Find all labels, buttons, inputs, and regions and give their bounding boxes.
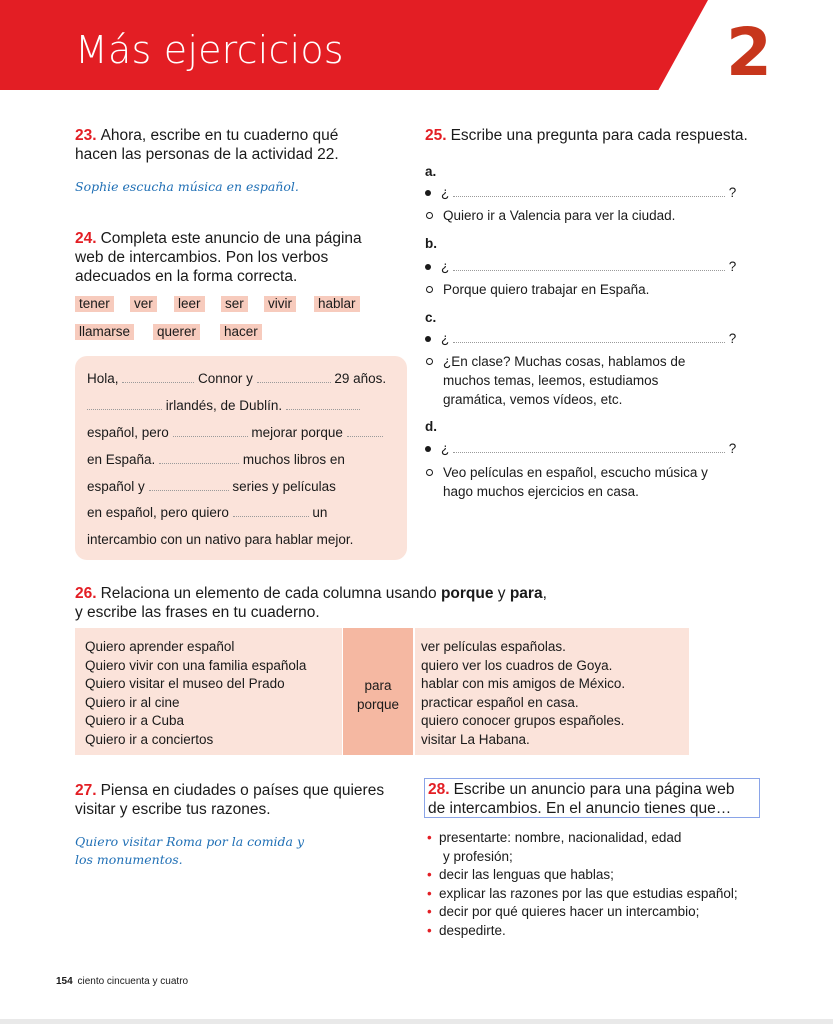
exercise-25-text: Escribe una pregunta para cada respuesta.	[450, 127, 748, 144]
ad-line-5	[87, 479, 336, 494]
verb-chip: llamarse	[75, 324, 134, 340]
connector-para: para	[364, 678, 392, 693]
exercise-26-text: Relaciona un elemento de cada columna usando	[100, 585, 441, 602]
fill-blank[interactable]	[347, 425, 383, 437]
answer-text: gramática, vemos vídeos, etc.	[443, 392, 623, 407]
list-item: • presentarte: nombre, nacionalidad, edad	[427, 829, 738, 848]
page-number: 154	[56, 976, 73, 987]
exercise-26-text: y	[493, 585, 510, 602]
question-line	[425, 259, 745, 274]
exercise-26-title	[75, 584, 695, 622]
list-item: • decir las lenguas que hablas;	[427, 866, 738, 885]
question-blank[interactable]	[453, 185, 725, 197]
exercise-24-line2: web de intercambios. Pon los verbos	[75, 249, 329, 266]
ad-text: muchos libros en	[242, 452, 345, 467]
answer-text: ¿En clase? Muchas cosas, hablamos de	[443, 354, 686, 369]
left-item: Quiero ir a conciertos	[85, 731, 214, 747]
exercise-23-line2: hacen las personas de la actividad 22.	[75, 146, 339, 163]
verb-chip: ver	[130, 296, 157, 312]
close-question-mark: ?	[728, 441, 737, 456]
question-blank[interactable]	[453, 331, 725, 343]
answer-text: Veo películas en español, escucho música y	[443, 465, 708, 480]
verb-chip: hablar	[314, 296, 360, 312]
verb-chip: tener	[75, 296, 114, 312]
ad-text: español, pero	[87, 425, 169, 440]
item-letter: b.	[425, 236, 437, 251]
ad-text: un	[312, 505, 328, 520]
left-item: Quiero ir a Cuba	[85, 713, 185, 728]
open-question-mark: ¿	[441, 441, 450, 456]
ad-text: en español, pero quiero	[87, 505, 229, 520]
bullet-dot	[425, 264, 431, 270]
ad-text: 29 años.	[334, 371, 387, 386]
page-number-words: ciento cincuenta y cuatro	[77, 976, 189, 987]
left-item: Quiero aprender español	[85, 639, 235, 654]
exercise-24-number: 24.	[75, 230, 97, 247]
item-letter: d.	[425, 419, 437, 434]
close-question-mark: ?	[728, 259, 737, 274]
open-question-mark: ¿	[441, 259, 450, 274]
answer-text: muchos temas, leemos, estudiamos	[443, 373, 659, 388]
ad-text: Hola,	[87, 371, 119, 386]
unit-number: 2	[726, 14, 772, 91]
question-line	[425, 185, 745, 200]
fill-blank[interactable]	[173, 425, 248, 437]
page-title: Más ejercicios	[75, 28, 344, 72]
ad-text: Connor y	[198, 371, 253, 386]
exercise-23-line1: Ahora, escribe en tu cuaderno qué	[100, 127, 339, 144]
close-question-mark: ?	[728, 185, 737, 200]
right-column	[415, 628, 689, 755]
ad-line-1	[87, 371, 386, 386]
exercise-25-title	[425, 126, 765, 145]
example-line: Quiero visitar Roma por la comida y	[75, 834, 305, 849]
list-item-continuation: y profesión;	[443, 848, 513, 864]
answer	[425, 352, 745, 409]
answer-text: hago muchos ejercicios en casa.	[443, 484, 639, 499]
exercise-25-number: 25.	[425, 127, 447, 144]
answer-circle-bullet	[426, 212, 433, 219]
fill-blank[interactable]	[233, 505, 309, 517]
left-item: Quiero vivir con una familia española	[85, 657, 307, 673]
fill-blank[interactable]	[149, 479, 229, 491]
ad-line-7: intercambio con un nativo para hablar mejor.	[87, 532, 354, 547]
answer-circle-bullet	[426, 286, 433, 293]
item-letter: a.	[425, 164, 437, 179]
ad-text: irlandés, de Dublín.	[165, 398, 283, 413]
question-blank[interactable]	[453, 259, 725, 271]
fill-blank[interactable]	[286, 398, 360, 410]
fill-blank[interactable]	[122, 371, 194, 383]
fill-blank[interactable]	[87, 398, 162, 410]
exercise-28-title	[424, 778, 760, 818]
exercise-28-list	[427, 829, 738, 940]
answer	[425, 206, 745, 225]
fill-blank[interactable]	[159, 452, 239, 464]
right-item: visitar La Habana.	[421, 731, 530, 747]
exercise-23-title	[75, 126, 405, 164]
exercise-27-title	[75, 781, 415, 819]
exercise-27-line1: Piensa en ciudades o países que quieres	[100, 782, 385, 799]
example-line: los monumentos.	[75, 852, 183, 867]
exercise-24-title	[75, 229, 405, 286]
question-line	[425, 441, 745, 456]
exercise-24-line1: Completa este anuncio de una página	[100, 230, 362, 247]
exercise-23-number: 23.	[75, 127, 97, 144]
ad-line-6	[87, 505, 327, 520]
verb-chip: querer	[153, 324, 200, 340]
left-column	[75, 628, 342, 755]
exercise-27-number: 27.	[75, 782, 97, 799]
answer-text: Quiero ir a Valencia para ver la ciudad.	[443, 208, 676, 223]
list-item: • despedirte.	[427, 922, 738, 941]
verb-chip: leer	[174, 296, 205, 312]
right-item: quiero conocer grupos españoles.	[421, 713, 625, 728]
answer-circle-bullet	[426, 358, 433, 365]
answer	[425, 463, 745, 501]
exercise-27-example	[75, 833, 304, 869]
bullet-dot	[425, 446, 431, 452]
verb-chip: hacer	[220, 324, 262, 340]
exercise-26-line2: y escribe las frases en tu cuaderno.	[75, 604, 320, 621]
answer	[425, 280, 745, 299]
close-question-mark: ?	[728, 331, 737, 346]
left-item: Quiero ir al cine	[85, 694, 180, 710]
bullet-dot	[425, 336, 431, 342]
ad-text: series y películas	[232, 479, 336, 494]
ad-line-4	[87, 452, 345, 467]
verb-chip: vivir	[264, 296, 296, 312]
right-item: hablar con mis amigos de México.	[421, 676, 626, 691]
bullet-dot	[425, 190, 431, 196]
ad-line-2	[87, 398, 360, 413]
ad-line-3	[87, 425, 383, 440]
answer-text: Porque quiero trabajar en España.	[443, 282, 650, 297]
ad-text: español y	[87, 479, 145, 494]
question-line	[425, 331, 745, 346]
bottom-divider	[0, 1019, 833, 1024]
exercise-24-line3: adecuados en la forma correcta.	[75, 268, 298, 285]
ad-text: mejorar porque	[251, 425, 343, 440]
middle-column	[343, 628, 413, 755]
exercise-28-line2: de intercambios. En el anuncio tienes que…	[428, 800, 732, 817]
exercise-23-example: Sophie escucha música en español.	[75, 179, 299, 194]
item-letter: c.	[425, 310, 437, 325]
keyword-porque: porque	[440, 585, 494, 602]
connector-porque: porque	[356, 696, 400, 712]
right-item: quiero ver los cuadros de Goya.	[421, 657, 613, 673]
exercise-28-number: 28.	[428, 781, 450, 798]
left-item: Quiero visitar el museo del Prado	[85, 676, 285, 691]
fill-blank[interactable]	[257, 371, 331, 383]
list-item: • decir por qué quieres hacer un intercambio;	[427, 903, 738, 922]
keyword-para: para	[509, 585, 543, 602]
right-item: practicar español en casa.	[421, 694, 579, 710]
list-item: • explicar las razones por las que estudias español;	[427, 885, 738, 904]
open-question-mark: ¿	[441, 185, 450, 200]
page-footer	[56, 976, 188, 987]
question-blank[interactable]	[453, 441, 725, 453]
exercise-27-line2: visitar y escribe tus razones.	[75, 801, 271, 818]
exercise-26-text: ,	[542, 585, 547, 602]
right-item: ver películas españolas.	[421, 639, 566, 654]
exercise-28-line1: Escribe un anuncio para una página web	[453, 781, 735, 798]
exercise-26-number: 26.	[75, 585, 97, 602]
verb-chip: ser	[221, 296, 248, 312]
open-question-mark: ¿	[441, 331, 450, 346]
ad-text: en España.	[87, 452, 156, 467]
answer-circle-bullet	[426, 469, 433, 476]
